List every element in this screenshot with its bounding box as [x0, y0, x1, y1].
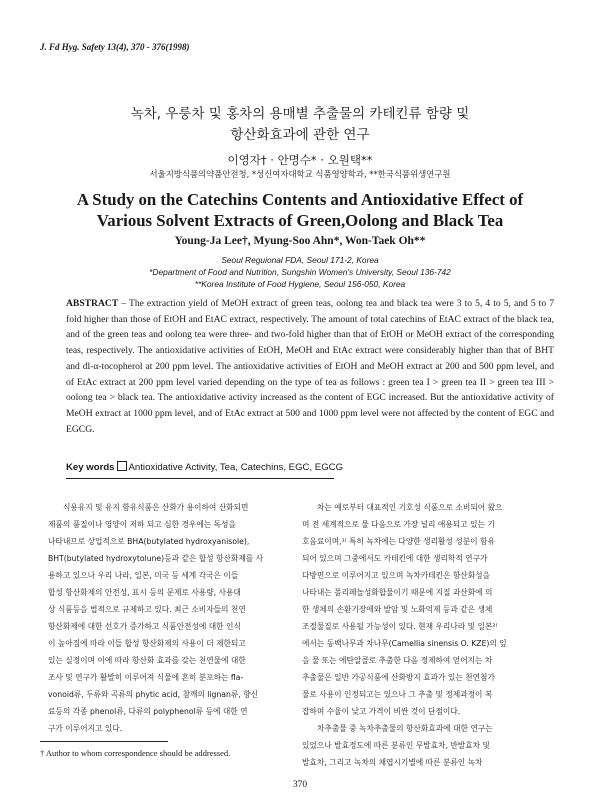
body-right-column: [302, 499, 538, 771]
korean-affiliations: 서울지방식품의약품안전청, *성신여자대학교 식품영양학과, **한국식품위생연구원: [149, 169, 451, 179]
body-line: 용하고 있으나 우리 나라, 일본, 미국 등 세계 각국은 이들: [48, 571, 239, 580]
korean-title-line-1: 녹차, 우룽차 및 홍차의 용매별 추출물의 카테킨류 함량 및: [130, 106, 470, 122]
keywords-text: Antioxidative Activity, Tea, Catechins, EGC, EGCG: [128, 462, 344, 473]
english-authors: Young-Ja Lee†, Myung-Soo Ahn*, Won-Taek Oh**: [174, 235, 426, 247]
body-line: 제품의 품질이나 영양이 저하 되고 심한 경우에는 독성을: [48, 520, 236, 529]
english-affiliation-2: *Department of Food and Nutrition, Sungshin Women's University, Seoul 136-742: [149, 267, 451, 277]
body-line: 나타내므로 상업적으로 BHA(butylated hydroxyanisole),: [48, 537, 250, 546]
english-title-line-1: A Study on the Catechins Contents and Antioxidative Effect of: [76, 190, 524, 209]
body-line: 발효차, 그리고 녹차의 채엽시기별에 따른 분류인 녹차: [302, 758, 483, 767]
english-affiliation-3: **Korea Institute of Food Hygiene, Seoul 156-050, Korea: [194, 279, 406, 289]
keywords-label: Key words: [66, 462, 115, 473]
abstract: [66, 296, 554, 437]
body-line: 차는 예로부터 대표적인 기호성 식품으로 소비되어 왔으: [317, 503, 503, 512]
body-line: BHT(butylated hydroxytolune)등과 같은 합성 항산화제를 사: [48, 554, 264, 563]
footnote-divider: [40, 741, 168, 742]
body-line: 차추출물 중 녹차추출물의 항산화효과에 대한 연구는: [317, 724, 493, 733]
body-line: 이 높아짐에 따라 이들 합성 항산화제의 사용이 더 제한되고: [48, 639, 246, 648]
body-line: vonoid류, 두류와 곡류의 phytic acid, 참깨의 lignan류, 향신: [48, 690, 259, 699]
body-line: 합성 항산화제의 안전성, 표시 등의 문제로 사용량, 사용대: [48, 588, 241, 597]
body-line: 호음료이며,¹⁾ 특히 녹차에는 다양한 생리활성 성분이 함유: [302, 537, 495, 546]
body-line: 한 생체의 손환기장애와 발암 및 노화억제 등과 같은 생체: [302, 605, 493, 614]
body-line: 되어 있으며 그중에서도 카테킨에 대한 생리학적 연구가: [302, 554, 488, 563]
body-line: 잡하며 수율이 낮고 가격이 비싼 것이 단점이다.: [302, 707, 461, 716]
korean-authors: 이영자† · 안명수* · 오원택**: [227, 153, 373, 167]
body-line: 항산화제에 대한 선호가 증가하고 식품안전성에 대한 인식: [48, 622, 241, 631]
abstract-dash: –: [118, 298, 129, 309]
keywords-divider: [66, 478, 334, 479]
keywords: [66, 461, 343, 473]
body-line: 식용유지 및 유지 함유식품은 산화가 용이하여 산화되면: [63, 503, 249, 512]
body-line: 있는 실정이며 이에 따라 항산화 효과를 갖는 천연물에 대한: [48, 656, 246, 665]
checkbox-square-icon: [117, 461, 127, 471]
body-line: 을 물 또는 에탄알콜로 추출한 다음 정제하여 얻어지는 차: [302, 656, 493, 665]
journal-citation: J. Fd Hyg. Safety 13(4), 370 - 376(1998): [40, 42, 190, 52]
body-line: 있었으나 발효정도에 따른 분류인 무발효차, 반발효차 및: [302, 741, 490, 750]
korean-title: [0, 104, 600, 146]
body-line: 다방면으로 이루어지고 있으며 녹차카테킨은 항산화성을: [302, 571, 491, 580]
body-line: 나타내는 폴리페놀성화합물이기 때문에 지질 과산화에 의: [302, 588, 493, 597]
body-line: 물로 사용이 인정되고는 있으나 그 추출 및 정제과정이 복: [302, 690, 493, 699]
abstract-text: The extraction yield of MeOH extract of green teas, oolong tea and black tea were 3 to 5, 4 to 5, and 5 to 7 fold higher than those of EtOH and EtAC extract, respectively. The amount of total catechins of EtAC extract of the black tea, and of the green teas and oolong tea were three- and two-fold higher than that of EtOH or MeOH extract of the corresponding teas, respectively. The antioxidative activities of EtOH, MeOH and EtAc extract were considerably higher than that of BHT and dl-α-tocopherol at 200 ppm level. The antioxidative activities of EtOH and MeOH extract at 200 and 500 ppm level, and of EtAc extract at 200 ppm level varied depending on the type of tea as follows : green tea I > green tea II > green tea III > oolong tea > black tea. The antioxidative activity increased as the content of EGC increased. But the antioxidative activity of MeOH extract at 1000 ppm level, and of EtAc extract at 500 and 1000 ppm level were not affected by the content of EGC and EGCG.: [66, 298, 554, 435]
body-line: 조절물질로 사용될 가능성이 있다. 현재 우리나라 및 일본²⁾: [302, 622, 498, 631]
body-line: 상 식품등을 법적으로 규제하고 있다. 최근 소비자들의 천연: [48, 605, 246, 614]
page-number: 370: [292, 780, 308, 790]
english-title-line-2: Various Solvent Extracts of Green,Oolong and Black Tea: [96, 211, 504, 230]
body-line: 료등의 각종 phenol류, 다류의 polyphenol류 등에 대한 연: [48, 707, 248, 716]
body-line: 구가 이루어지고 있다.: [48, 724, 123, 733]
english-affiliation-1: Seoul Reguional FDA, Seoul 171-2, Korea: [221, 255, 379, 265]
abstract-label: ABSTRACT: [66, 298, 119, 309]
body-line: 추출물은 일반 가공식품에 산화방지 효과가 있는 천연첨가: [302, 673, 495, 682]
korean-title-line-2: 항산화효과에 관한 연구: [230, 127, 370, 143]
footnote: † Author to whom correspondence should be addressed.: [40, 748, 231, 758]
english-title: [0, 189, 600, 231]
body-line: 조사 및 연구가 활발히 이루어져 식물에 흔히 분포하는 fla-: [48, 673, 244, 682]
body-line: 에서는 동백나무과 차나무(Camellia sinensis O. KZE)의 잎: [302, 639, 507, 648]
body-line: 며 전 세계적으로 물 다음으로 가장 널리 애용되고 있는 기: [302, 520, 495, 529]
body-left-column: [48, 499, 284, 737]
